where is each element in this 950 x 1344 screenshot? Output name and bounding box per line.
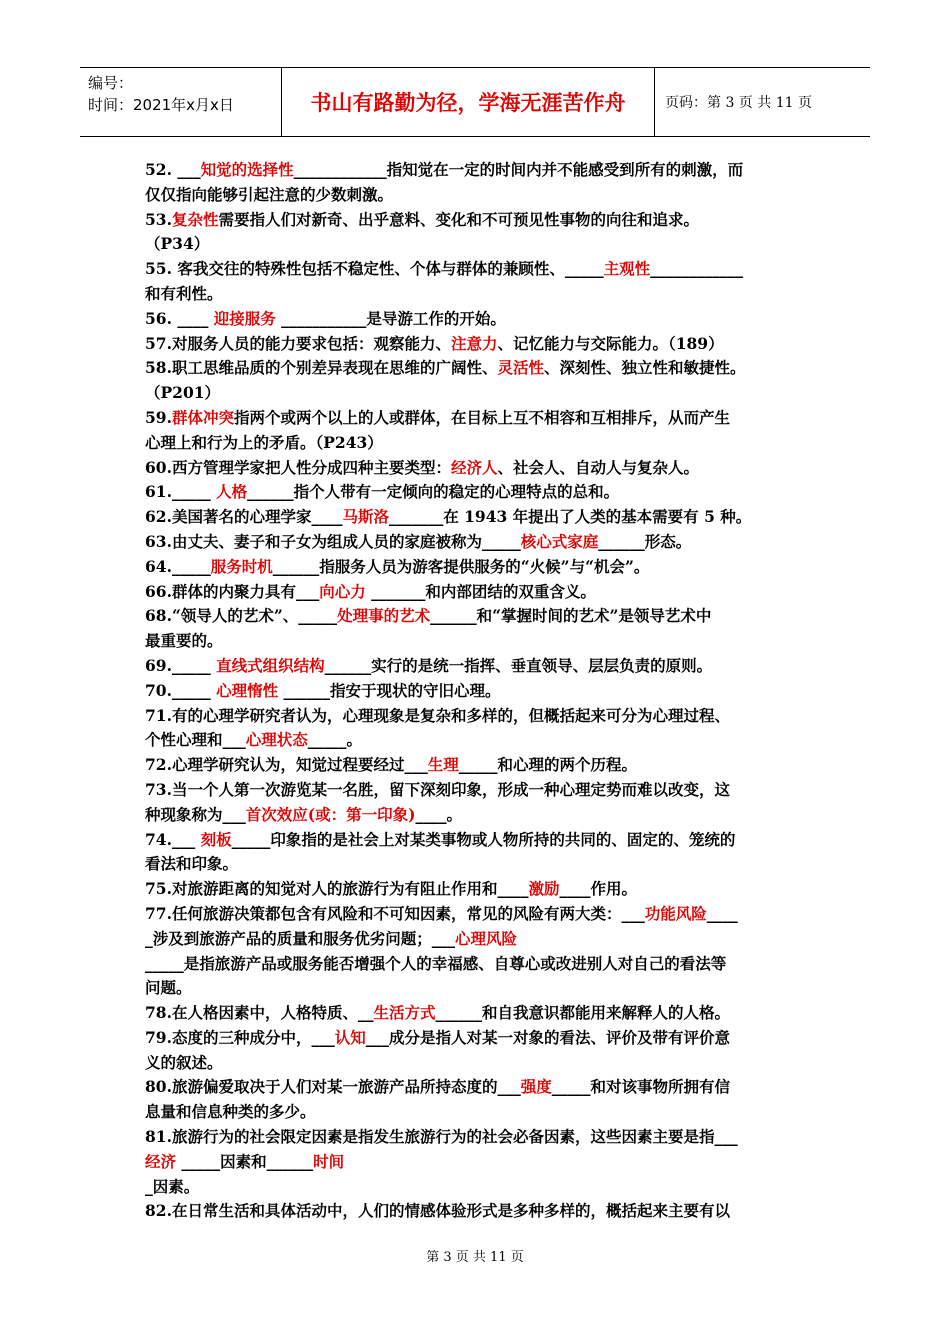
question-text: ____ [706, 903, 738, 923]
text-line [145, 927, 810, 952]
question-text: 77.任何旅游决策都包含有风险和不可知因素，常见的风险有两大类：___ [145, 903, 645, 923]
answer-text: 经济人 [450, 457, 498, 477]
text-line [145, 208, 810, 233]
answer-text: 处理事的艺术 [337, 606, 431, 626]
text-line [145, 828, 810, 853]
text-line [145, 1100, 810, 1125]
question-text: 71.有的心理学研究者认为，心理现象是复杂和多样的，但概括起来可分为心理过程、 [145, 705, 730, 725]
question-text: 看法和印象。 [145, 854, 239, 874]
text-line [145, 580, 810, 605]
answer-text: 首次效应(或：第一印象) [245, 804, 416, 824]
question-text: 80.旅游偏爱取决于人们对某一旅游产品所持态度的___ [145, 1077, 521, 1097]
text-line [145, 1150, 810, 1175]
text-line [145, 1199, 810, 1224]
answer-text: 复杂性 [171, 209, 219, 229]
question-text: ____________ [650, 259, 744, 279]
question-text: _____因素和______ [176, 1151, 314, 1171]
text-line [145, 332, 810, 357]
question-text: _____和对该事物所拥有信 [551, 1077, 730, 1097]
question-text: 63.由丈夫、妻子和子女为组成人员的家庭被称为_____ [145, 531, 521, 551]
text-line [145, 852, 810, 877]
text-line [145, 704, 810, 729]
question-text: 61._____ [145, 482, 217, 502]
question-text: ____________指知觉在一定的时间内并不能感受到所有的刺激，而 [293, 160, 744, 179]
answer-text: 知觉的选择性 [200, 160, 294, 179]
answer-text: 认知 [334, 1027, 366, 1047]
question-text: _涉及到旅游产品的质量和服务优劣问题；___ [145, 928, 456, 948]
header-page-info: 页码：第 3 页 共 11 页 [665, 95, 812, 111]
answer-text: 服务时机 [210, 556, 273, 576]
question-text: _______在 1943 年提出了人类的基本需要有 5 种。 [388, 507, 752, 527]
answer-text: 灵活性 [497, 358, 544, 378]
text-line [145, 356, 810, 381]
text-line [145, 803, 810, 828]
answer-text: 刻板 [200, 829, 232, 849]
text-line [145, 604, 810, 629]
question-text: 81.旅游行为的社会限定因素是指发生旅游行为的社会必备因素，这些因素主要是指___ [145, 1127, 738, 1147]
question-text: 指两个或两个以上的人或群体，在目标上互不相容和互相排斥，从而产生 [233, 407, 730, 427]
answer-text: 心理惰性 [216, 680, 279, 700]
text-line [145, 1075, 810, 1100]
answer-text: 生活方式 [373, 1003, 436, 1023]
question-text: 78.在人格因素中，人格特质、__ [145, 1003, 374, 1023]
text-line [145, 877, 810, 902]
answer-text: 功能风险 [644, 903, 707, 923]
question-text: 需要指人们对新奇、出乎意料、变化和不可预见性事物的向往和追求。 [218, 209, 699, 229]
text-line [145, 257, 810, 282]
question-text: ____作用。 [559, 879, 637, 899]
question-text: 个性心理和___ [145, 730, 246, 750]
page-header [80, 67, 870, 137]
question-text: 59. [145, 407, 172, 427]
text-line [145, 406, 810, 431]
text-line [145, 431, 810, 456]
question-text: 64._____ [145, 556, 211, 576]
question-text: 62.美国著名的心理学家____ [145, 507, 343, 527]
question-text: 、社会人、自动人与复杂人。 [497, 457, 699, 477]
answer-text: 时间 [313, 1151, 345, 1171]
text-line [145, 307, 810, 332]
question-text: 息量和信息种类的多少。 [145, 1102, 316, 1122]
question-text: 82.在日常生活和具体活动中，人们的情感体验形式是多种多样的，概括起来主要有以 [145, 1201, 730, 1221]
document-number: 编号： [88, 74, 134, 92]
question-text: ___成分是指人对某一对象的看法、评价及带有评价意 [365, 1027, 730, 1047]
question-text: ______指安于现状的守旧心理。 [278, 680, 501, 700]
question-text: ______和自我意识都能用来解释人的人格。 [435, 1003, 730, 1023]
answer-text: 注意力 [450, 333, 498, 353]
question-text: _____印象指的是社会上对某类事物或人物所持的共同的、固定的、笼统的 [231, 829, 736, 849]
question-text: 种现象称为___ [145, 804, 246, 824]
answer-text: 向心力 [319, 581, 366, 601]
answer-text: 生理 [427, 755, 459, 775]
text-line [145, 629, 810, 654]
answer-text: 强度 [520, 1077, 552, 1097]
text-line [145, 654, 810, 679]
text-line [145, 158, 810, 183]
question-text: ______和“掌握时间的艺术”是领导艺术中 [430, 606, 712, 626]
text-line [145, 679, 810, 704]
page-footer: 第 3 页 共 11 页 [426, 1250, 524, 1265]
question-text: 57.对服务人员的能力要求包括：观察能力、 [145, 333, 451, 353]
question-text: 73.当一个人第一次游览某一名胜，留下深刻印象，形成一种心理定势而难以改变，这 [145, 779, 730, 799]
text-line [145, 232, 810, 257]
question-text: ______指个人带有一定倾向的稳定的心理特点的总和。 [247, 482, 620, 502]
question-text: 仅仅指向能够引起注意的少数刺激。 [145, 184, 394, 204]
question-text: ____。 [415, 804, 462, 824]
document-date: 时间：2021年x月x日 [88, 96, 234, 114]
answer-text: 激励 [528, 879, 560, 899]
text-line [145, 183, 810, 208]
text-line [145, 753, 810, 778]
question-text: 72.心理学研究认为，知觉过程要经过___ [145, 755, 428, 775]
question-text: 55. 客我交往的特殊性包括不稳定性、个体与群体的兼顾性、_____ [145, 259, 604, 279]
question-text: 、深刻性、独立性和敏捷性。 [543, 358, 746, 378]
answer-text: 心理风险 [455, 928, 518, 948]
header-meta [80, 68, 282, 136]
question-text: ___________是导游工作的开始。 [275, 308, 506, 328]
question-text: _因素。 [145, 1176, 200, 1196]
text-line [145, 952, 810, 977]
answer-text: 直线式组织结构 [216, 655, 325, 675]
question-text: ______指服务人员为游客提供服务的“火候”与“机会”。 [272, 556, 650, 576]
question-text: 56. ____ [145, 308, 214, 328]
text-line [145, 505, 810, 530]
question-text: 53. [145, 209, 172, 229]
answer-text: 主观性 [603, 259, 651, 279]
question-text: ______形态。 [598, 531, 692, 551]
text-line [145, 555, 810, 580]
text-line [145, 381, 810, 406]
question-text: 75.对旅游距离的知觉对人的旅游行为有阻止作用和____ [145, 879, 529, 899]
question-text: 60.西方管理学家把人性分成四种主要类型： [145, 457, 451, 477]
answer-text: 迎接服务 [213, 308, 276, 328]
question-text: 74.___ [145, 829, 201, 849]
text-line [145, 1001, 810, 1026]
question-text: 、记忆能力与交际能力。（189） [497, 333, 724, 353]
answer-text: 人格 [216, 482, 248, 502]
text-line [145, 530, 810, 555]
text-line [145, 282, 810, 307]
text-line [145, 778, 810, 803]
question-text: 68.“领导人的艺术”、_____ [145, 606, 338, 626]
question-text: _____。 [307, 730, 363, 750]
question-text: 58.职工思维品质的个别差异表现在思维的广阔性、 [145, 358, 498, 378]
text-line [145, 1026, 810, 1051]
text-line [145, 1175, 810, 1200]
question-text: _____是指旅游产品或服务能否增强个人的幸福感、自尊心或改进别人对自己的看法等 [145, 953, 727, 973]
answer-text: 群体冲突 [171, 407, 234, 427]
question-text: 79.态度的三种成分中，___ [145, 1027, 335, 1047]
question-text: 70._____ [145, 680, 217, 700]
question-text: _______和内部团结的双重含义。 [365, 581, 596, 601]
question-text: 心理上和行为上的矛盾。（P243） [145, 432, 383, 452]
question-text: 和有利性。 [145, 283, 223, 303]
question-text: 最重要的。 [145, 631, 223, 651]
answer-text: 马斯洛 [342, 507, 389, 527]
question-text: 52. ___ [145, 160, 201, 179]
question-list [145, 158, 810, 1224]
text-line [145, 976, 810, 1001]
question-text: （P201） [145, 383, 221, 403]
question-text: 69._____ [145, 655, 217, 675]
text-line [145, 728, 810, 753]
question-text: （P34） [145, 234, 210, 254]
answer-text: 心理状态 [245, 730, 308, 750]
answer-text: 经济 [145, 1151, 177, 1171]
question-text: 义的叙述。 [145, 1052, 223, 1072]
question-text: 66.群体的内聚力具有___ [145, 581, 320, 601]
answer-text: 核心式家庭 [520, 531, 599, 551]
text-line [145, 902, 810, 927]
header-motto: 书山有路勤为径，学海无涯苦作舟 [282, 68, 655, 136]
question-text: 问题。 [145, 978, 192, 998]
text-line [145, 1125, 810, 1150]
text-line [145, 480, 810, 505]
text-line [145, 456, 810, 481]
question-text: ______实行的是统一指挥、垂直领导、层层负责的原则。 [324, 655, 713, 675]
question-text: _____和心理的两个历程。 [458, 755, 637, 775]
text-line [145, 1051, 810, 1076]
